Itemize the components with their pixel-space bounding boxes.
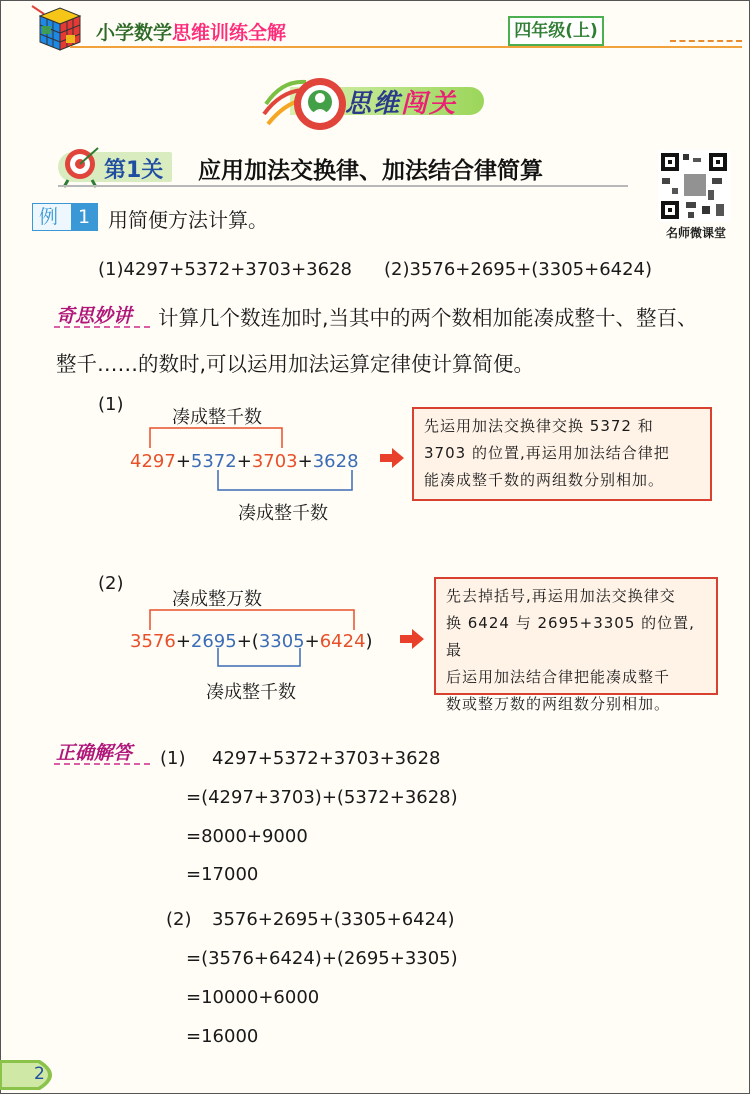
answer-1-line: =8000+9000 (186, 826, 308, 847)
hint-line-1: 计算几个数连加时,当其中的两个数相加能凑成整十、整百、 (158, 306, 698, 330)
target-icon (60, 146, 100, 188)
banner-title: 思维闯关 (345, 89, 458, 119)
level-label: 第1关 (104, 158, 164, 183)
level-underline (58, 185, 628, 187)
answer-2-line: =10000+6000 (186, 987, 320, 1008)
diagram2-note: 先去掉括号,再运用加法交换律交 换 6424 与 2695+3305 的位置,最 后运用加法结合律把能凑成整千 数或整万数的两组数分别相加。 (434, 577, 718, 695)
answer-tag-underline (54, 763, 150, 765)
diagram1-index: (1) (98, 394, 124, 415)
qr-caption: 名师微课堂 (665, 226, 726, 240)
hint-line-2: 整千……的数时,可以运用加法运算定律使计算简便。 (56, 352, 535, 376)
answer-2-index: (2) (166, 909, 192, 930)
diagram2-top-label: 凑成整万数 (172, 589, 262, 610)
answer-1-line: =17000 (186, 864, 259, 885)
diagram1-note: 先运用加法交换律交换 5372 和 3703 的位置,再运用加法结合律把 能凑成整千数的两组数分别相加。 (412, 407, 712, 501)
problem-2: (2)3576+2695+(3305+6424) (384, 259, 653, 280)
example-badge: 例 1 (32, 203, 98, 231)
example-instruction: 用简便方法计算。 (108, 208, 268, 232)
answer-2-line: =16000 (186, 1026, 259, 1047)
diagram1-expression: 4297+5372+3703+3628 (130, 451, 359, 472)
answer-tag: 正确解答 (56, 742, 133, 764)
diagram1-top-label: 凑成整千数 (172, 407, 262, 428)
header-dashed-rule (670, 40, 742, 42)
answer-2-line: =(3576+6424)+(2695+3305) (186, 948, 458, 969)
arrow-right-icon (380, 448, 404, 468)
book-title: 小学数学思维训练全解 (96, 22, 287, 44)
grade-badge: 四年级(上) (508, 16, 604, 46)
qr-code-icon[interactable] (658, 150, 730, 222)
answer-1-line: =(4297+3703)+(5372+3628) (186, 787, 458, 808)
problem-1: (1)4297+5372+3703+3628 (98, 259, 352, 280)
answer-2-line: 3576+2695+(3305+6424) (212, 909, 455, 930)
arrow-right-icon (400, 629, 424, 649)
page-number: 2 (34, 1064, 45, 1084)
diagram1-bottom-label: 凑成整千数 (238, 503, 328, 524)
diagram2-bottom-label: 凑成整千数 (206, 682, 296, 703)
hint-tag-underline (54, 326, 150, 328)
diagram2-expression: 3576+2695+(3305+6424) (130, 631, 373, 652)
page-number-leaf-icon (0, 1060, 64, 1090)
answer-1-line: 4297+5372+3703+3628 (212, 748, 441, 769)
diagram2-index: (2) (98, 573, 124, 594)
thinking-head-icon (262, 74, 350, 136)
level-title: 应用加法交换律、加法结合律简算 (198, 158, 543, 184)
hint-tag: 奇思妙讲 (56, 305, 133, 327)
header-rule (70, 46, 742, 48)
answer-1-index: (1) (160, 748, 186, 769)
